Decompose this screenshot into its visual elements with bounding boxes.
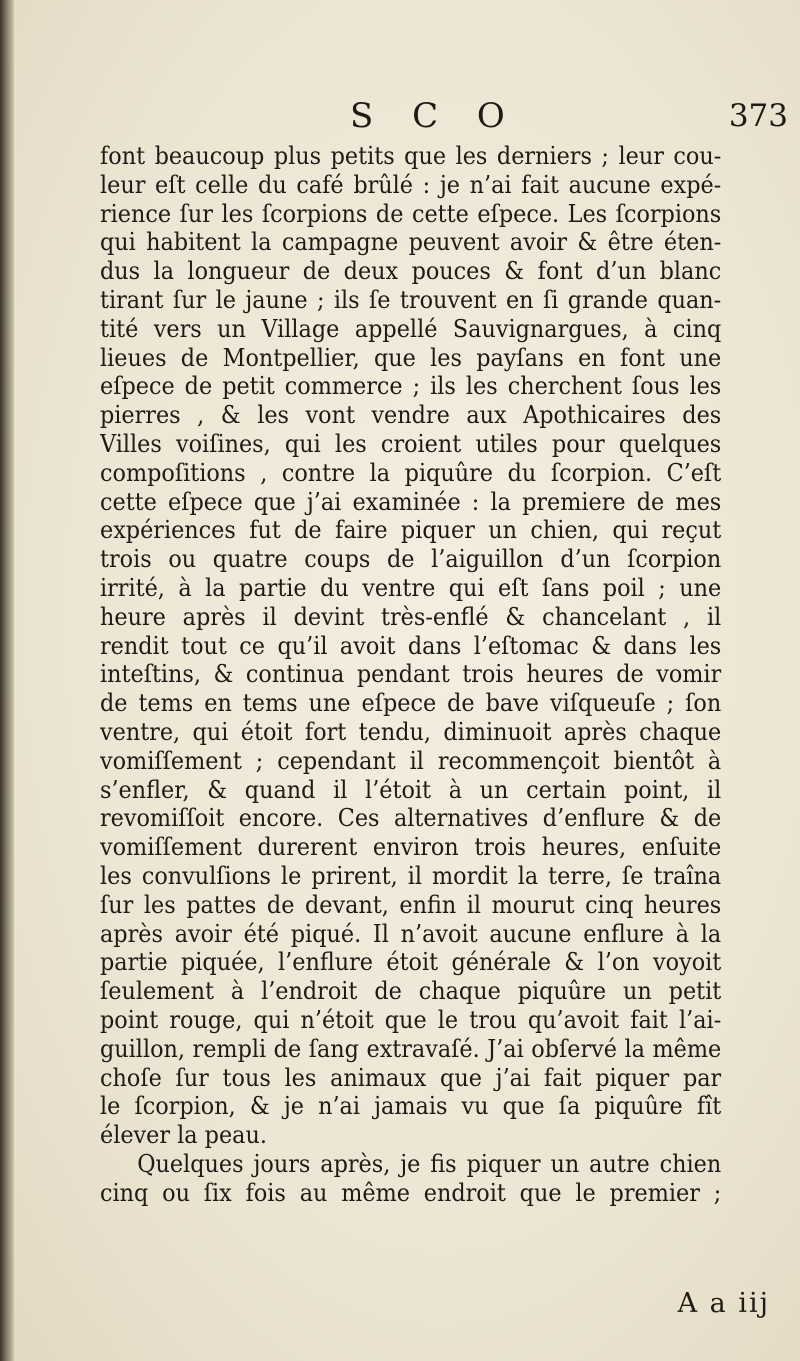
text-line: tité vers un Village appellé Sauvignargues, à cinq [100,314,722,343]
text-line: partie piquée, l’enflure étoit générale & l’on voyoit [100,948,722,977]
text-line: cette eſpece que j’ai examinée : la premiere de mes [100,487,722,516]
body-text [100,142,768,1207]
text-line: choſe ſur tous les animaux que j’ai fait piquer par [100,1063,722,1092]
text-line: ſur les pattes de devant, enfin il mourut cinq heures [100,890,722,919]
text-line: de tems en tems une eſpece de bave viſqueuſe ; ſon [100,689,722,718]
text-line: point rouge, qui n’étoit que le trou qu’avoit fait l’ai- [100,1005,722,1034]
text-line: inteſtins, & continua pendant trois heures de vomir [100,660,722,689]
text-line: tirant ſur le jaune ; ils ſe trouvent en ſi grande quan- [100,285,722,314]
text-line: rendit tout ce qu’il avoit dans l’eſtomac & dans les [100,631,722,660]
text-line: après avoir été piqué. Il n’avoit aucune enflure à la [100,919,722,948]
text-line: rience ſur les ſcorpions de cette eſpece. Les ſcorpions [100,199,722,228]
text-line: qui habitent la campagne peuvent avoir & être éten- [100,228,722,257]
text-line: le ſcorpion, & je n’ai jamais vu que ſa piquûre fît [100,1092,722,1121]
text-line: dus la longueur de deux pouces & font d’un blanc [100,257,722,286]
text-line: ventre, qui étoit fort tendu, diminuoit après chaque [100,717,722,746]
text-line: font beaucoup plus petits que les derniers ; leur cou- [100,142,722,170]
paragraph-start-line: Quelques jours après, je fis piquer un autre chien [137,1149,722,1178]
text-line: eſpece de petit commerce ; ils les cherchent ſous les [100,372,722,401]
text-line: guillon, rempli de ſang extravaſé. J’ai obſervé la même [100,1034,722,1063]
text-line: expériences fut de faire piquer un chien, qui reçut [100,516,722,545]
text-line: ſeulement à l’endroit de chaque piquûre un petit [100,977,722,1006]
text-line: compoſitions , contre la piquûre du ſcorpion. C’eſt [100,458,722,487]
running-head: S C O [350,96,519,136]
text-line: pierres , & les vont vendre aux Apothicaires des [100,401,722,430]
text-line: cinq ou ſix fois au même endroit que le premier ; [100,1178,722,1207]
page-gutter-shadow [0,0,14,1361]
page-number: 373 [728,98,788,134]
text-line: revomiſſoit encore. Ces alternatives d’enflure & de [100,804,722,833]
paragraph-end-line: élever la peau. [100,1121,267,1150]
text-line: s’enfler, & quand il l’étoit à un certain point, il [100,775,722,804]
signature-mark: A a iij [677,1288,770,1319]
text-line: vomiſſement durerent environ trois heures, enſuite [100,833,722,862]
text-line: heure après il devint très-enflé & chancelant , il [100,602,722,631]
text-line: les convulſions le prirent, il mordit la terre, ſe traîna [100,861,722,890]
text-line: irrité, à la partie du ventre qui eſt ſans poil ; une [100,573,722,602]
text-line: trois ou quatre coups de l’aiguillon d’un ſcorpion [100,545,722,574]
text-line: Villes voiſines, qui les croient utiles pour quelques [100,429,722,458]
text-line: leur eſt celle du café brûlé : je n’ai fait aucune expé- [100,170,722,199]
text-line: lieues de Montpellier, que les payſans en font une [100,343,722,372]
text-line: vomiſſement ; cependant il recommençoit bientôt à [100,746,722,775]
page-header [100,96,792,140]
